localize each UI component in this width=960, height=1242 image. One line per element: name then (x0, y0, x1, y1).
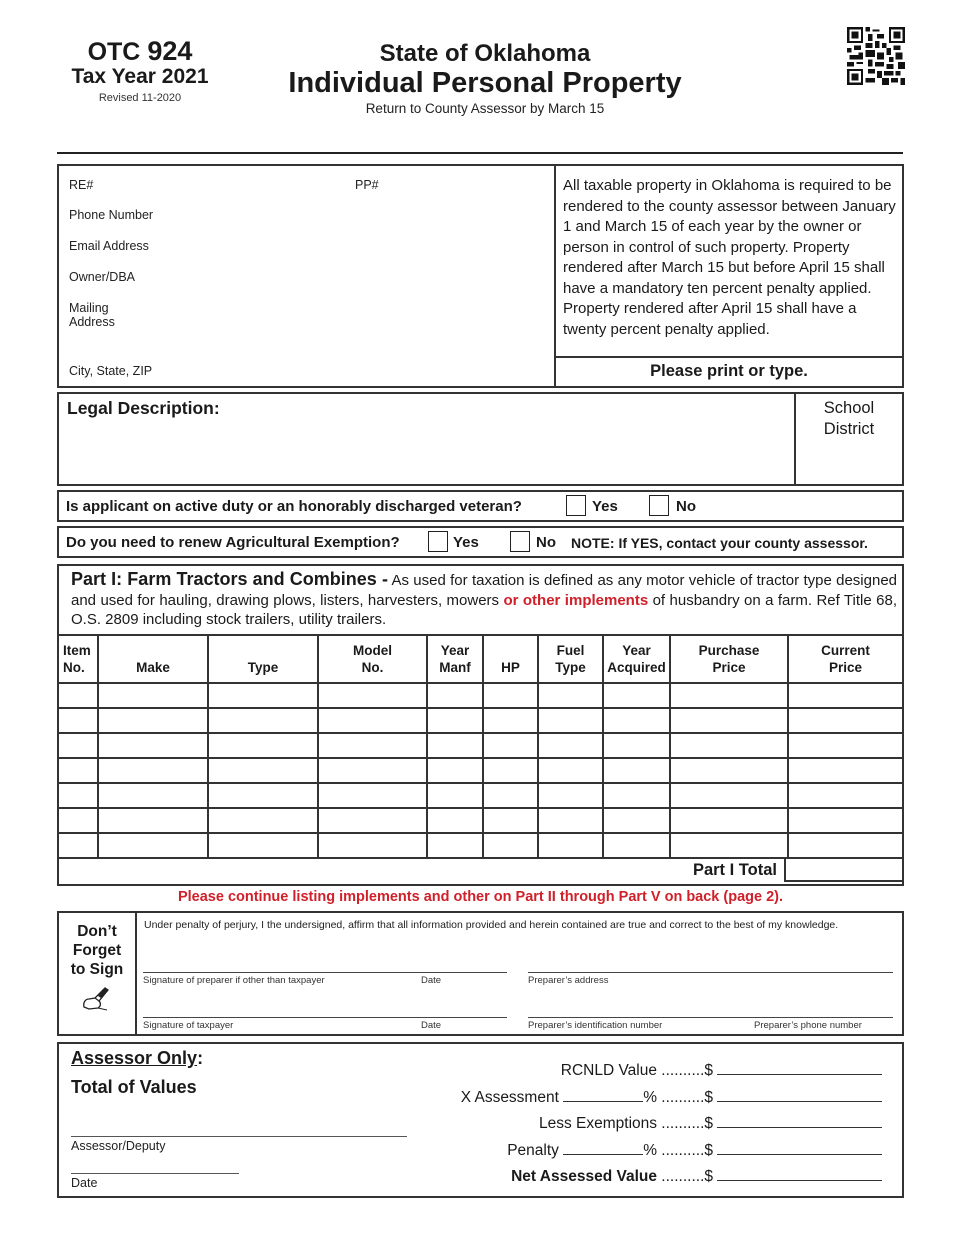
mailing-label-line1: Mailing (69, 301, 109, 315)
state-name: State of Oklahoma (379, 40, 591, 67)
mailing-address-field[interactable] (69, 301, 115, 329)
table-cell-input[interactable] (603, 708, 670, 733)
value-row-label: RCNLD Value (560, 1062, 657, 1079)
sign-reminder (59, 913, 137, 1034)
agri-yes-checkbox[interactable] (428, 531, 448, 552)
taxpayer-signature-label: Signature of taxpayer (143, 1020, 234, 1031)
part1-total-field[interactable] (784, 858, 902, 882)
value-row-leader: % ..........$ (643, 1141, 713, 1159)
preparer-address-line[interactable] (528, 972, 893, 973)
perjury-statement: Under penalty of perjury, I the undersigned, affirm that all information provided and herein contained are true and correct to the best of my knowledge. (144, 919, 839, 931)
table-cell-input[interactable] (427, 783, 483, 808)
column-header-line2: Type (555, 660, 586, 675)
legal-description-label: Legal Description: (67, 398, 220, 418)
signature-section (57, 911, 904, 1036)
table-cell-input[interactable] (208, 733, 318, 758)
column-header (603, 635, 670, 683)
column-header (788, 635, 902, 683)
column-header-line1: Model (353, 643, 392, 658)
part1-title: Part I: Farm Tractors and Combines - (71, 569, 388, 589)
preparer-address-label: Preparer’s address (528, 975, 609, 986)
table-cell-input[interactable] (98, 783, 208, 808)
column-header-line2: Make (136, 660, 170, 675)
form-identifier (40, 38, 240, 107)
table-cell-input[interactable] (788, 733, 902, 758)
veteran-question: Is applicant on active duty or an honorably discharged veteran? (66, 498, 522, 515)
assessed-value-row (561, 1060, 882, 1080)
re-number-field[interactable]: RE# (69, 178, 94, 192)
table-cell-input[interactable] (538, 758, 603, 783)
column-header-line2: Acquired (607, 660, 666, 675)
taxpayer-signature-line[interactable] (143, 1017, 507, 1018)
taxpayer-date-label: Date (421, 1020, 442, 1031)
value-row-leader: ..........$ (657, 1115, 713, 1132)
part1-table (59, 634, 902, 859)
table-cell-input[interactable] (318, 783, 427, 808)
column-header-line2: Price (712, 660, 746, 675)
table-cell-input[interactable] (603, 733, 670, 758)
percent-input[interactable] (563, 1087, 643, 1102)
table-cell-input[interactable] (483, 808, 538, 833)
table-cell-input[interactable] (427, 808, 483, 833)
part1-desc-text-b: of husbandry on a farm. Ref Title 68, O.S. 2809 including stock trailers, utility trailers. (71, 591, 897, 628)
table-cell-input[interactable] (538, 783, 603, 808)
legal-description-section[interactable] (57, 392, 904, 486)
rendering-notice-cell (554, 166, 902, 356)
form-code (40, 38, 240, 65)
preparer-signature-line[interactable] (143, 972, 507, 973)
column-header-line1: Item (63, 643, 91, 658)
amount-input[interactable] (717, 1113, 882, 1128)
preparer-id-label: Preparer’s identification number (528, 1020, 663, 1031)
table-cell-input[interactable] (427, 833, 483, 858)
column-header-line2: Price (828, 660, 863, 675)
tax-year: Tax Year 2021 (71, 65, 209, 88)
table-cell-input[interactable] (603, 758, 670, 783)
table-cell-input[interactable] (427, 758, 483, 783)
table-cell-input[interactable] (208, 783, 318, 808)
table-row (59, 808, 902, 833)
table-cell-input[interactable] (59, 758, 98, 783)
taxpayer-fields (59, 166, 554, 386)
table-cell-input[interactable] (670, 733, 788, 758)
preparer-signature-label: Signature of preparer if other than taxpayer (143, 975, 325, 986)
column-header (670, 635, 788, 683)
veteran-yes-checkbox[interactable] (566, 495, 586, 516)
table-cell-input[interactable] (538, 808, 603, 833)
table-row (59, 708, 902, 733)
part1-desc-highlight: or other implements (503, 591, 649, 609)
assessor-date-label: Date (71, 1176, 98, 1190)
table-row (59, 833, 902, 858)
table-cell-input[interactable] (427, 683, 483, 708)
assessed-value-row (461, 1087, 882, 1107)
table-cell-input[interactable] (98, 708, 208, 733)
agri-exemption-question: Do you need to renew Agricultural Exemption? (66, 534, 400, 551)
table-cell-input[interactable] (318, 808, 427, 833)
column-header (208, 635, 318, 683)
table-cell-input[interactable] (59, 708, 98, 733)
column-header (538, 635, 603, 683)
signing-hand-pen-icon (81, 985, 113, 1013)
column-header-line1: Year (622, 643, 651, 658)
amount-input[interactable] (717, 1060, 882, 1075)
veteran-no-label: No (676, 498, 696, 515)
form-subtitle: Return to County Assessor by March 15 (365, 101, 605, 116)
column-header-line2: No. (361, 660, 384, 675)
table-cell-input[interactable] (538, 833, 603, 858)
table-cell-input[interactable] (603, 783, 670, 808)
part1-farm-tractors-section (57, 564, 904, 886)
column-header-line1: Purchase (698, 643, 760, 658)
part1-table-body (59, 683, 902, 858)
table-row (59, 783, 902, 808)
pp-number-field[interactable]: PP# (355, 178, 379, 192)
value-row-label: X Assessment (460, 1088, 559, 1106)
table-cell-input[interactable] (98, 683, 208, 708)
table-cell-input[interactable] (483, 733, 538, 758)
table-cell-input[interactable] (603, 683, 670, 708)
rendering-notice: All taxable property in Oklahoma is required to be rendered to the county assessor between January 1 and March 15 of each year by the owner or person in control of such property. Property rendered after March 15 but before April 15 shall have a mandatory ten percent penalty applied. Property rendered after April 15 shall have a twenty percent penalty applied. (563, 177, 896, 338)
assessor-only-heading (71, 1048, 203, 1069)
table-cell-input[interactable] (59, 683, 98, 708)
preparer-phone-label: Preparer’s phone number (754, 1020, 862, 1031)
table-cell-input[interactable] (318, 683, 427, 708)
table-cell-input[interactable] (208, 708, 318, 733)
table-cell-input[interactable] (59, 733, 98, 758)
email-address-field[interactable]: Email Address (69, 239, 149, 253)
reminder-line3: to Sign (70, 961, 124, 978)
owner-dba-field[interactable]: Owner/DBA (69, 270, 135, 284)
amount-input[interactable] (717, 1166, 882, 1181)
table-cell-input[interactable] (98, 833, 208, 858)
agri-yes-label: Yes (453, 534, 479, 551)
value-row-label: Less Exemptions (538, 1115, 657, 1132)
percent-input[interactable] (563, 1140, 643, 1155)
column-header (318, 635, 427, 683)
agri-exemption-row (57, 526, 904, 558)
column-header-line2: Manf (439, 660, 471, 675)
table-cell-input[interactable] (788, 708, 902, 733)
assessor-deputy-label: Assessor/Deputy (71, 1139, 166, 1153)
table-cell-input[interactable] (538, 708, 603, 733)
table-cell-input[interactable] (483, 783, 538, 808)
form-number: 924 (147, 36, 193, 66)
mailing-label-line2: Address (69, 315, 115, 329)
value-row-label: Penalty (507, 1141, 559, 1159)
table-cell-input[interactable] (98, 808, 208, 833)
table-cell-input[interactable] (98, 758, 208, 783)
table-cell-input[interactable] (670, 758, 788, 783)
table-cell-input[interactable] (483, 833, 538, 858)
column-header-line2: Type (247, 660, 279, 675)
column-header (59, 635, 98, 683)
value-row-leader: ..........$ (657, 1062, 713, 1079)
table-cell-input[interactable] (788, 758, 902, 783)
table-cell-input[interactable] (483, 683, 538, 708)
agri-no-checkbox[interactable] (510, 531, 530, 552)
form-title-block (280, 40, 690, 120)
table-cell-input[interactable] (59, 833, 98, 858)
value-row-leader: ..........$ (657, 1168, 713, 1185)
table-cell-input[interactable] (208, 683, 318, 708)
table-cell-input[interactable] (208, 833, 318, 858)
assessor-date-line[interactable] (71, 1173, 239, 1174)
value-row-leader: % ..........$ (643, 1088, 713, 1106)
table-cell-input[interactable] (670, 708, 788, 733)
table-cell-input[interactable] (788, 683, 902, 708)
table-cell-input[interactable] (59, 783, 98, 808)
column-header (483, 635, 538, 683)
qr-code-icon (847, 27, 905, 85)
table-cell-input[interactable] (788, 833, 902, 858)
assessed-value-row (511, 1166, 882, 1186)
column-header (98, 635, 208, 683)
print-or-type-note: Please print or type. (554, 356, 902, 386)
form-title: Individual Personal Property (288, 67, 682, 99)
part1-desc-text-a: As used for taxation is defined as any motor vehicle of tractor type designed and used for hauling, drawing plows, listers, harvesters, mowers (71, 572, 897, 609)
assessor-deputy-line[interactable] (71, 1136, 407, 1137)
column-header-line1: Fuel (556, 643, 585, 658)
taxpayer-info-section (57, 164, 904, 388)
table-row (59, 733, 902, 758)
table-cell-input[interactable] (483, 708, 538, 733)
part1-total-label: Part I Total (692, 861, 777, 879)
table-cell-input[interactable] (98, 733, 208, 758)
veteran-question-row (57, 490, 904, 522)
table-cell-input[interactable] (59, 808, 98, 833)
table-cell-input[interactable] (318, 833, 427, 858)
column-header (427, 635, 483, 683)
table-cell-input[interactable] (670, 833, 788, 858)
school-district-field[interactable] (794, 394, 902, 484)
total-of-values-heading: Total of Values (71, 1077, 197, 1097)
assessor-heading-text: Assessor Only (71, 1048, 198, 1068)
part1-header-row (59, 635, 902, 683)
preparer-id-line[interactable] (528, 1017, 893, 1018)
header-divider (57, 152, 903, 154)
table-cell-input[interactable] (538, 733, 603, 758)
amount-input[interactable] (717, 1140, 882, 1155)
column-header-line2: HP (501, 660, 520, 675)
preparer-date-label: Date (421, 975, 442, 986)
reminder-line2: Forget (72, 942, 122, 959)
table-cell-input[interactable] (318, 758, 427, 783)
phone-number-field[interactable]: Phone Number (69, 208, 154, 222)
assessed-value-row (507, 1140, 882, 1160)
table-row (59, 683, 902, 708)
assessor-heading-colon: : (197, 1048, 204, 1068)
table-cell-input[interactable] (483, 758, 538, 783)
table-cell-input[interactable] (603, 833, 670, 858)
part1-total-row (59, 858, 902, 884)
part1-description (71, 570, 897, 630)
table-cell-input[interactable] (788, 783, 902, 808)
agri-no-label: No (536, 534, 556, 551)
assessor-only-section (57, 1042, 904, 1198)
table-cell-input[interactable] (538, 683, 603, 708)
amount-input[interactable] (717, 1087, 882, 1102)
assessed-value-row (539, 1113, 882, 1133)
table-cell-input[interactable] (208, 808, 318, 833)
value-row-label: Net Assessed Value (511, 1168, 657, 1185)
revision-date: Revised 11-2020 (98, 92, 182, 104)
reminder-line1: Don’t (77, 923, 117, 940)
veteran-yes-label: Yes (592, 498, 618, 515)
continue-note: Please continue listing implements and other on Part II through Part V on back (page 2). (177, 889, 784, 905)
veteran-no-checkbox[interactable] (649, 495, 669, 516)
table-cell-input[interactable] (318, 733, 427, 758)
table-cell-input[interactable] (427, 733, 483, 758)
table-cell-input[interactable] (318, 708, 427, 733)
column-header-line1: Current (821, 643, 870, 658)
table-cell-input[interactable] (670, 683, 788, 708)
school-label-line2: District (823, 420, 875, 438)
table-cell-input[interactable] (427, 708, 483, 733)
table-cell-input[interactable] (670, 808, 788, 833)
table-row (59, 758, 902, 783)
table-cell-input[interactable] (603, 808, 670, 833)
city-state-zip-field[interactable]: City, State, ZIP (69, 364, 153, 378)
form-code-prefix: OTC (87, 38, 141, 66)
table-cell-input[interactable] (208, 758, 318, 783)
table-cell-input[interactable] (788, 808, 902, 833)
table-cell-input[interactable] (670, 783, 788, 808)
school-label-line1: School (823, 399, 875, 417)
column-header-line2: No. (63, 660, 85, 675)
column-header-line1: Year (440, 643, 470, 658)
agri-note: NOTE: If YES, contact your county assessor. (571, 535, 868, 551)
